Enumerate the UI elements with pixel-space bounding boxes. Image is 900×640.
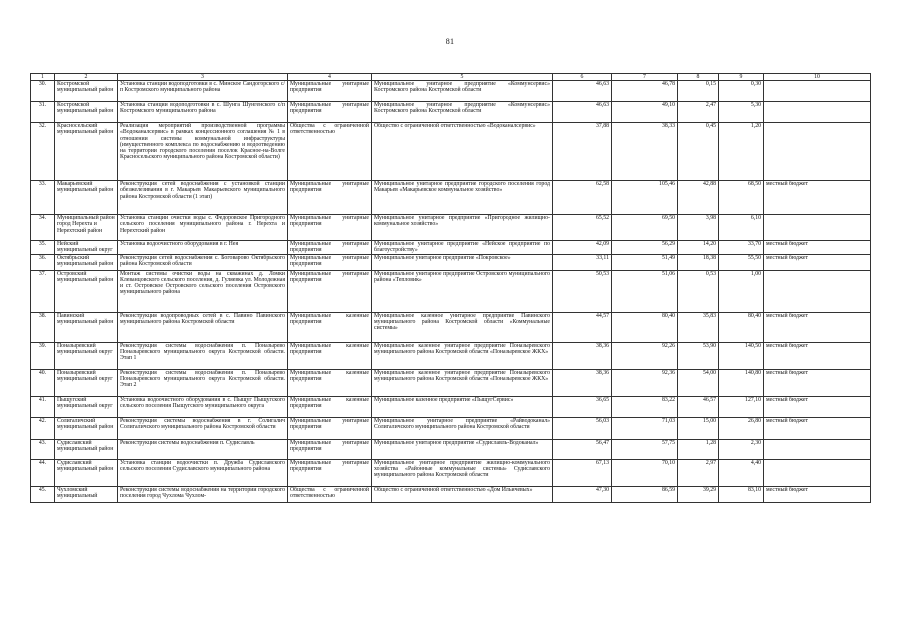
organization-type-cell: Муниципальные казенные предприятия xyxy=(288,396,372,417)
project-cell: Установка водоочистного оборудования в г. Нея xyxy=(118,241,288,255)
value-col8-cell: 0,45 xyxy=(678,123,719,181)
column-header: 1 xyxy=(31,74,55,81)
value-col7-cell: 80,40 xyxy=(612,312,678,342)
value-col9-cell: 5,30 xyxy=(719,102,764,123)
row-number: 35. xyxy=(31,241,55,255)
value-col7-cell: 57,75 xyxy=(612,439,678,459)
district-cell: Павинский муниципальный район xyxy=(55,312,118,342)
value-col9-cell: 68,50 xyxy=(719,181,764,215)
organization-type-cell: Муниципальные унитарные предприятия xyxy=(288,102,372,123)
funding-source-cell: местный бюджет xyxy=(764,254,871,270)
funding-source-cell xyxy=(764,81,871,102)
value-col9-cell: 2,30 xyxy=(719,439,764,459)
row-number: 33. xyxy=(31,181,55,215)
district-cell: Красносельский муниципальный район xyxy=(55,123,118,181)
organization-type-cell: Муниципальные казенные предприятия xyxy=(288,342,372,369)
value-col8-cell: 46,57 xyxy=(678,396,719,417)
project-cell: Установка станции водоподготовки в с. Минское Сандогорского с/п Костромского муниципального района xyxy=(118,81,288,102)
table-body xyxy=(31,81,871,503)
value-col9-cell: 1,00 xyxy=(719,270,764,312)
district-cell: Макарьевский муниципальный район xyxy=(55,181,118,215)
organization-cell: Муниципальное унитарное предприятие жилищно-коммунального хозяйства «Районные коммунальные системы» Судиславского муниципального района Костромской области xyxy=(372,459,553,486)
funding-source-cell: местный бюджет xyxy=(764,369,871,396)
column-header: 9 xyxy=(719,74,764,81)
value-col9-cell: 26,80 xyxy=(719,417,764,439)
funding-source-cell: местный бюджет xyxy=(764,486,871,502)
table-row xyxy=(31,102,871,123)
organization-cell: Муниципальное казенное унитарное предприятие Поназыревского муниципального района Костромской области «Поназыревское ЖКХ» xyxy=(372,342,553,369)
value-col8-cell: 0,53 xyxy=(678,270,719,312)
district-cell: Муниципальный район город Нерехта и Нерехтский район xyxy=(55,215,118,241)
funding-source-cell: местный бюджет xyxy=(764,342,871,369)
project-cell: Реконструкция системы водоснабжения в г. Солигалич Солигаличского муниципального района Костромской области xyxy=(118,417,288,439)
value-col6-cell: 38,36 xyxy=(553,369,612,396)
value-col6-cell: 62,58 xyxy=(553,181,612,215)
organization-cell: Муниципальное унитарное предприятие «Судиславль-Водоканал» xyxy=(372,439,553,459)
organization-cell: Общество с ограниченной ответственностью «Дом Ильичевых» xyxy=(372,486,553,502)
organization-type-cell: Общества с ограниченной ответственностью xyxy=(288,486,372,502)
column-header: 6 xyxy=(553,74,612,81)
table-row xyxy=(31,270,871,312)
value-col6-cell: 44,57 xyxy=(553,312,612,342)
value-col7-cell: 51,06 xyxy=(612,270,678,312)
funding-source-cell xyxy=(764,215,871,241)
district-cell: Октябрьский муниципальный район xyxy=(55,254,118,270)
project-cell: Реконструкция системы водоснабжения п. Поназырево Поназыревского муниципального округа Костромской области. Этап 1 xyxy=(118,342,288,369)
value-col6-cell: 36,65 xyxy=(553,396,612,417)
project-cell: Реконструкция сетей водоснабжения с. Боговарово Октябрьского района Костромской области xyxy=(118,254,288,270)
project-cell: Установка станции очистки воды с. Федоровское Пригородного сельского поселения муниципального района г. Нерехта и Нерехтский район xyxy=(118,215,288,241)
row-number: 38. xyxy=(31,312,55,342)
value-col6-cell: 42,09 xyxy=(553,241,612,255)
organization-type-cell: Муниципальные унитарные предприятия xyxy=(288,241,372,255)
value-col6-cell: 67,13 xyxy=(553,459,612,486)
value-col9-cell: 80,40 xyxy=(719,312,764,342)
district-cell: Пыщугский муниципальный округ xyxy=(55,396,118,417)
value-col7-cell: 92,36 xyxy=(612,369,678,396)
project-cell: Реализация мероприятий производственной программы «Водоканалсервис» в рамках концессионного соглашения № 1 в отношении системы коммунальной инфраструктуры (имущественного комплекса по водоснабжению и водоотведению на территории городского поселения поселок Красное-на-Волге Красносельского муниципального района Костромской области) xyxy=(118,123,288,181)
table-row xyxy=(31,241,871,255)
value-col9-cell: 140,80 xyxy=(719,369,764,396)
table-row xyxy=(31,396,871,417)
table-row xyxy=(31,486,871,502)
water-supply-projects-table xyxy=(30,73,871,503)
district-cell: Судиславский муниципальный район xyxy=(55,439,118,459)
value-col8-cell: 53,90 xyxy=(678,342,719,369)
value-col7-cell: 86,59 xyxy=(612,486,678,502)
value-col7-cell: 105,46 xyxy=(612,181,678,215)
funding-source-cell: местный бюджет xyxy=(764,181,871,215)
value-col7-cell: 92,26 xyxy=(612,342,678,369)
table-row xyxy=(31,459,871,486)
value-col7-cell: 70,10 xyxy=(612,459,678,486)
organization-cell: Муниципальное унитарное предприятие городского поселения город Макарьев «Макарьевское коммунальное хозяйство» xyxy=(372,181,553,215)
row-number: 36. xyxy=(31,254,55,270)
value-col8-cell: 1,28 xyxy=(678,439,719,459)
row-number: 44. xyxy=(31,459,55,486)
value-col8-cell: 3,98 xyxy=(678,215,719,241)
value-col9-cell: 127,10 xyxy=(719,396,764,417)
value-col9-cell: 140,50 xyxy=(719,342,764,369)
value-col6-cell: 46,63 xyxy=(553,102,612,123)
value-col6-cell: 56,03 xyxy=(553,417,612,439)
organization-cell: Муниципальное унитарное предприятие «Покровское» xyxy=(372,254,553,270)
organization-cell: Муниципальное унитарное предприятие Островского муниципального района «Тепловик» xyxy=(372,270,553,312)
funding-source-cell: местный бюджет xyxy=(764,241,871,255)
value-col6-cell: 65,52 xyxy=(553,215,612,241)
organization-cell: Общество с ограниченной ответственностью «Водоканалсервис» xyxy=(372,123,553,181)
row-number: 43. xyxy=(31,439,55,459)
district-cell: Островский муниципальный район xyxy=(55,270,118,312)
organization-cell: Муниципальное казенное предприятие «ПыщугСервис» xyxy=(372,396,553,417)
value-col6-cell: 56,47 xyxy=(553,439,612,459)
organization-type-cell: Муниципальные казенные предприятия xyxy=(288,369,372,396)
value-col6-cell: 47,30 xyxy=(553,486,612,502)
project-cell: Реконструкция системы водоснабжения на территории городского поселения город Чухлома Чухлом- xyxy=(118,486,288,502)
funding-source-cell xyxy=(764,270,871,312)
organization-type-cell: Муниципальные унитарные предприятия xyxy=(288,215,372,241)
value-col8-cell: 54,00 xyxy=(678,369,719,396)
value-col8-cell: 2,97 xyxy=(678,459,719,486)
table-row xyxy=(31,369,871,396)
value-col9-cell: 55,50 xyxy=(719,254,764,270)
value-col8-cell: 15,00 xyxy=(678,417,719,439)
value-col8-cell: 39,29 xyxy=(678,486,719,502)
district-cell: Поназыревский муниципальный округ xyxy=(55,369,118,396)
organization-cell: Муниципальное унитарное предприятие «Коммунсервис» Костромского района Костромской области xyxy=(372,81,553,102)
table-row xyxy=(31,312,871,342)
column-header: 8 xyxy=(678,74,719,81)
organization-type-cell: Муниципальные унитарные предприятия xyxy=(288,254,372,270)
row-number: 45. xyxy=(31,486,55,502)
row-number: 32. xyxy=(31,123,55,181)
column-header: 10 xyxy=(764,74,871,81)
value-col7-cell: 38,33 xyxy=(612,123,678,181)
column-header: 2 xyxy=(55,74,118,81)
funding-source-cell xyxy=(764,102,871,123)
value-col9-cell: 33,70 xyxy=(719,241,764,255)
district-cell: Поназыревский муниципальный округ xyxy=(55,342,118,369)
value-col8-cell: 18,38 xyxy=(678,254,719,270)
table-row xyxy=(31,181,871,215)
district-cell: Солигаличский муниципальный район xyxy=(55,417,118,439)
table-row xyxy=(31,123,871,181)
value-col8-cell: 42,88 xyxy=(678,181,719,215)
value-col7-cell: 83,22 xyxy=(612,396,678,417)
organization-cell: Муниципальное унитарное предприятие «Пригородное жилищно-коммунальное хозяйство» xyxy=(372,215,553,241)
value-col6-cell: 33,11 xyxy=(553,254,612,270)
row-number: 41. xyxy=(31,396,55,417)
table-row xyxy=(31,81,871,102)
row-number: 31. xyxy=(31,102,55,123)
column-header: 4 xyxy=(288,74,372,81)
project-cell: Установка станции водоподготовки в с. Шунга Шунгенского с/п Костромского муниципального района xyxy=(118,102,288,123)
page-number: 81 xyxy=(445,37,455,46)
organization-type-cell: Муниципальные унитарные предприятия xyxy=(288,417,372,439)
value-col6-cell: 50,53 xyxy=(553,270,612,312)
district-cell: Судиславский муниципальный район xyxy=(55,459,118,486)
project-cell: Реконструкция водопроводных сетей в с. Павино Павинского муниципального района Костромской области xyxy=(118,312,288,342)
project-cell: Реконструкция сетей водоснабжения с установкой станции обезжелезивания в г. Макарьев Макарьевского муниципального района Костромской области (1 этап) xyxy=(118,181,288,215)
row-number: 30. xyxy=(31,81,55,102)
funding-source-cell: местный бюджет xyxy=(764,312,871,342)
organization-cell: Муниципальное унитарное предприятие «Нейское предприятие по благоустройству» xyxy=(372,241,553,255)
column-header: 3 xyxy=(118,74,288,81)
value-col7-cell: 71,03 xyxy=(612,417,678,439)
project-cell: Реконструкция системы водоснабжения п. Поназырево Поназыревского муниципального округа Костромской области. Этап 2 xyxy=(118,369,288,396)
row-number: 40. xyxy=(31,369,55,396)
project-cell: Установка водоочистного оборудования в с. Пыщуг Пыщугского сельского поселения Пыщугского муниципального округа xyxy=(118,396,288,417)
value-col9-cell: 6,10 xyxy=(719,215,764,241)
funding-source-cell: местный бюджет xyxy=(764,417,871,439)
column-number-row xyxy=(31,74,871,81)
value-col8-cell: 0,15 xyxy=(678,81,719,102)
row-number: 37. xyxy=(31,270,55,312)
value-col9-cell: 4,40 xyxy=(719,459,764,486)
value-col7-cell: 46,78 xyxy=(612,81,678,102)
value-col9-cell: 83,10 xyxy=(719,486,764,502)
value-col9-cell: 1,20 xyxy=(719,123,764,181)
table-row xyxy=(31,417,871,439)
organization-type-cell: Муниципальные казенные предприятия xyxy=(288,312,372,342)
table-row xyxy=(31,215,871,241)
table-row xyxy=(31,254,871,270)
row-number: 42. xyxy=(31,417,55,439)
column-header: 7 xyxy=(612,74,678,81)
row-number: 34. xyxy=(31,215,55,241)
project-cell: Монтаж системы очистки воды на скважинах д. Ломки Клеванцовского сельского поселения, д. Гуляевка ул. Молодежная и ст. Островское Островского сельского поселения Островского муниципального района xyxy=(118,270,288,312)
column-header: 5 xyxy=(372,74,553,81)
district-cell: Нейский муниципальный округ xyxy=(55,241,118,255)
organization-type-cell: Общества с ограниченной ответственностью xyxy=(288,123,372,181)
organization-cell: Муниципальное унитарное предприятие «Райводоканал» Солигаличского муниципального района Костромской области xyxy=(372,417,553,439)
organization-type-cell: Муниципальные унитарные предприятия xyxy=(288,181,372,215)
value-col7-cell: 69,50 xyxy=(612,215,678,241)
organization-cell: Муниципальное казенное унитарное предприятие Павинского муниципального района Костромской области «Коммунальные системы» xyxy=(372,312,553,342)
value-col7-cell: 51,49 xyxy=(612,254,678,270)
table-row xyxy=(31,439,871,459)
organization-type-cell: Муниципальные унитарные предприятия xyxy=(288,270,372,312)
project-cell: Установка станции водоочистки п. Дружба Судиславского сельского поселения Судиславского муниципального района xyxy=(118,459,288,486)
organization-cell: Муниципальное унитарное предприятие «Коммунсервис» Костромского района Костромской области xyxy=(372,102,553,123)
value-col6-cell: 37,88 xyxy=(553,123,612,181)
organization-type-cell: Муниципальные унитарные предприятия xyxy=(288,459,372,486)
funding-source-cell: местный бюджет xyxy=(764,396,871,417)
project-cell: Реконструкция системы водоснабжения п. Судиславль xyxy=(118,439,288,459)
value-col6-cell: 46,63 xyxy=(553,81,612,102)
organization-type-cell: Муниципальные унитарные предприятия xyxy=(288,439,372,459)
district-cell: Чухломский муниципальный xyxy=(55,486,118,502)
value-col8-cell: 14,20 xyxy=(678,241,719,255)
value-col9-cell: 0,30 xyxy=(719,81,764,102)
row-number: 39. xyxy=(31,342,55,369)
organization-cell: Муниципальное казенное унитарное предприятие Поназыревского муниципального района Костромской области «Поназыревское ЖКХ» xyxy=(372,369,553,396)
district-cell: Костромской муниципальный район xyxy=(55,81,118,102)
district-cell: Костромской муниципальный район xyxy=(55,102,118,123)
funding-source-cell xyxy=(764,123,871,181)
funding-source-cell xyxy=(764,459,871,486)
value-col7-cell: 49,10 xyxy=(612,102,678,123)
table-row xyxy=(31,342,871,369)
value-col8-cell: 2,47 xyxy=(678,102,719,123)
value-col8-cell: 35,83 xyxy=(678,312,719,342)
organization-type-cell: Муниципальные унитарные предприятия xyxy=(288,81,372,102)
value-col7-cell: 56,29 xyxy=(612,241,678,255)
value-col6-cell: 38,36 xyxy=(553,342,612,369)
funding-source-cell xyxy=(764,439,871,459)
